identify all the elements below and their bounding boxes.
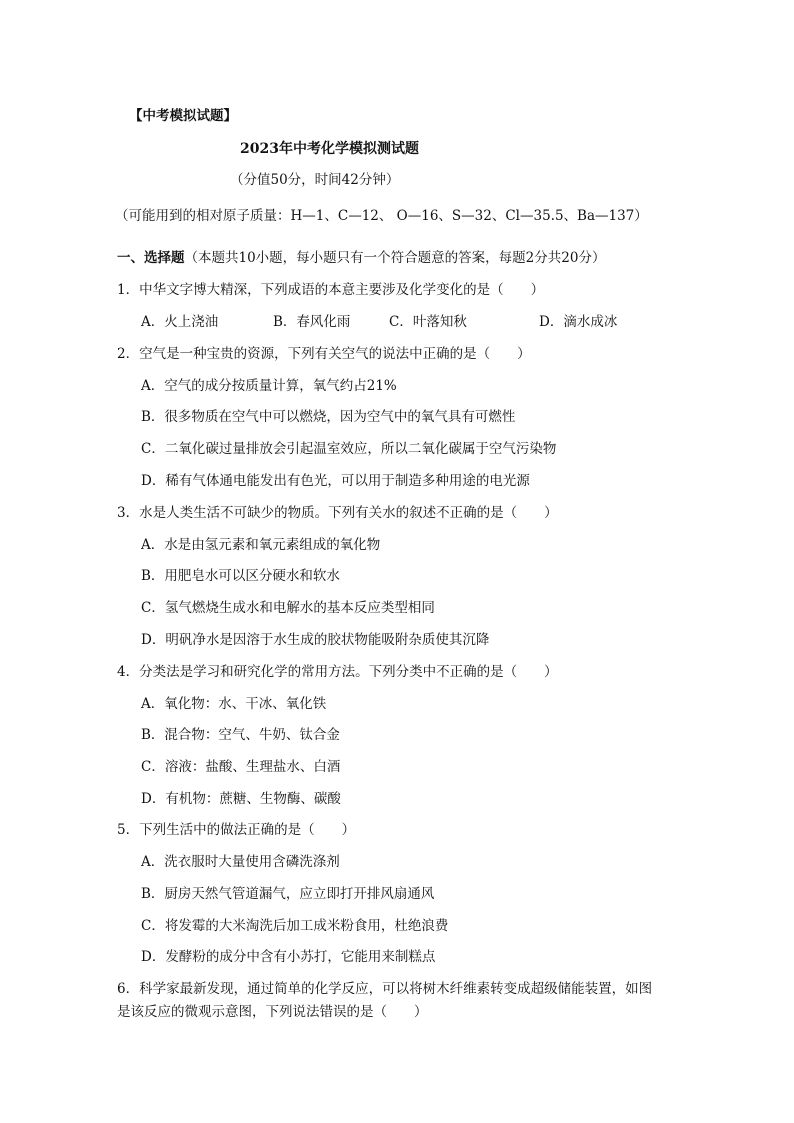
question-1-option-a: A．火上浇油	[141, 314, 219, 330]
question-1-options	[0, 313, 794, 331]
question-3-option-d: D．明矾净水是因溶于水生成的胶状物能吸附杂质使其沉降	[141, 632, 490, 648]
question-2-option-a: A．空气的成分按质量计算，氧气约占21%	[141, 378, 397, 394]
question-5-stem: 5．下列生活中的做法正确的是（ ）	[117, 822, 356, 838]
question-5-option-c: C．将发霉的大米淘洗后加工成米粉食用，杜绝浪费	[141, 918, 449, 934]
question-4-option-c: C．溶液：盐酸、生理盐水、白酒	[141, 759, 341, 775]
question-4-option-a: A．氧化物：水、干冰、氧化铁	[141, 696, 327, 712]
question-1-option-b: B．春风化雨	[273, 314, 351, 330]
question-4-option-d: D．有机物：蔗糖、生物酶、碳酸	[141, 791, 341, 807]
section-instructions: （本题共10小题，每小题只有一个符合题意的答案，每题2分共20分）	[184, 250, 606, 266]
question-3-stem: 3．水是人类生活不可缺少的物质。下列有关水的叙述不正确的是（ ）	[117, 505, 558, 521]
question-6-stem-line-1: 6．科学家最新发现，通过简单的化学反应，可以将树木纤维素转变成超级储能装置，如图	[117, 981, 653, 997]
question-6-stem-line-2: 是该反应的微观示意图，下列说法错误的是（ ）	[117, 1004, 428, 1020]
question-3-option-a: A．水是由氢元素和氧元素组成的氧化物	[141, 537, 381, 553]
exam-tag: 【中考模拟试题】	[129, 108, 237, 124]
question-2-option-b: B．很多物质在空气中可以燃烧，因为空气中的氧气具有可燃性	[141, 409, 516, 425]
question-2-option-c: C．二氧化碳过量排放会引起温室效应，所以二氧化碳属于空气污染物	[141, 441, 557, 457]
question-5-option-a: A．洗衣服时大量使用含磷洗涤剂	[141, 854, 340, 870]
question-3-option-b: B．用肥皂水可以区分硬水和软水	[141, 568, 340, 584]
atomic-masses-note: （可能用到的相对原子质量：H—1、C—12、 O—16、S—32、Cl—35.5、Ba—137）	[115, 208, 648, 224]
question-3-option-c: C．氢气燃烧生成水和电解水的基本反应类型相同	[141, 600, 435, 616]
section-heading	[117, 249, 605, 267]
question-5-option-b: B．厨房天然气管道漏气，应立即打开排风扇通风	[141, 886, 435, 902]
question-1-option-d: D．滴水成冰	[539, 314, 618, 330]
question-2-option-d: D．稀有气体通电能发出有色光，可以用于制造多种用途的电光源	[141, 473, 530, 489]
exam-title: 2023年中考化学模拟测试题	[240, 141, 419, 157]
question-5-option-d: D．发酵粉的成分中含有小苏打，它能用来制糕点	[141, 949, 436, 965]
question-1-option-c: C．叶落知秋	[389, 314, 467, 330]
question-2-stem: 2．空气是一种宝贵的资源，下列有关空气的说法中正确的是（ ）	[117, 346, 531, 362]
section-title: 一、选择题	[117, 250, 185, 266]
question-1-stem: 1．中华文字博大精深，下列成语的本意主要涉及化学变化的是（ ）	[117, 282, 545, 298]
exam-subtitle: （分值50分，时间42分钟）	[230, 172, 400, 188]
question-4-stem: 4．分类法是学习和研究化学的常用方法。下列分类中不正确的是（ ）	[117, 664, 558, 680]
question-4-option-b: B．混合物：空气、牛奶、钛合金	[141, 727, 340, 743]
